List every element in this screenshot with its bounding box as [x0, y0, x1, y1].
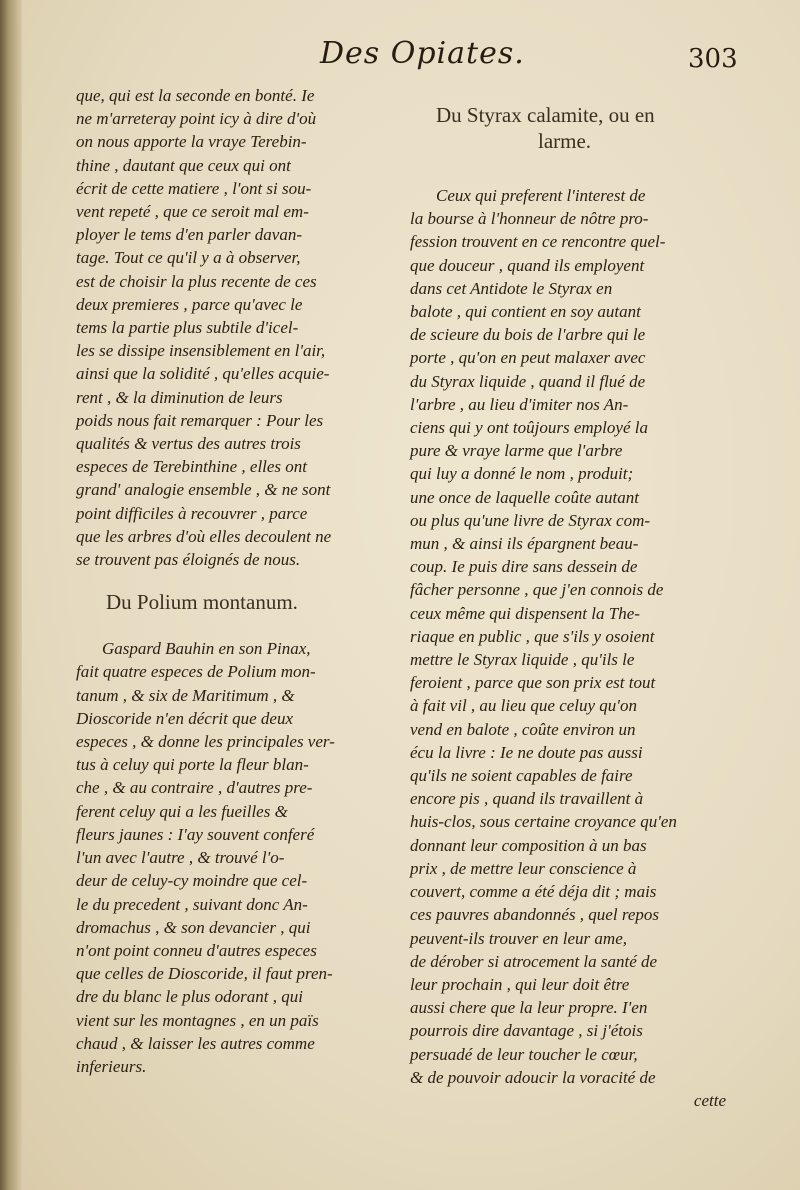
text-line: feroient , parce que son prix est tout: [410, 673, 656, 693]
text-line: dre du blanc le plus odorant , qui: [76, 987, 303, 1007]
text-line: mettre le Styrax liquide , qu'ils le: [410, 650, 635, 670]
text-line: que celles de Dioscoride, il faut pren-: [76, 964, 333, 984]
text-line: Ceux qui preferent l'interest de: [436, 186, 646, 205]
text-line: rent , & la diminution de leurs: [76, 387, 283, 407]
text-line: que, qui est la seconde en bonté. Ie: [76, 86, 315, 105]
text-line: prix , de mettre leur conscience à: [410, 858, 637, 878]
text-line: inferieurs.: [76, 1056, 147, 1076]
text-line: thine , dautant que ceux qui ont: [76, 155, 291, 175]
text-line: les se dissipe insensiblement en l'air,: [76, 341, 326, 361]
text-line: à fait vil , au lieu que celuy qu'on: [410, 696, 637, 716]
section-heading-styrax-line1: Du Styrax calamite, ou en: [436, 103, 655, 127]
text-line: vient sur les montagnes , en un païs: [76, 1010, 319, 1030]
running-head: Des Opiates.: [320, 36, 525, 71]
text-line: porte , qu'on en peut malaxer avec: [410, 348, 646, 368]
text-line: aussi chere que la leur propre. I'en: [410, 998, 648, 1018]
text-line: tems la partie plus subtile d'icel-: [76, 318, 299, 338]
text-line: pure & vraye larme que l'arbre: [410, 441, 623, 461]
text-line: vent repeté , que ce seroit mal em-: [76, 202, 309, 222]
text-line: écrit de cette matiere , l'ont si sou-: [76, 178, 312, 198]
text-line: & de pouvoir adoucir la voracité de: [410, 1067, 656, 1087]
section-heading-styrax-line2: larme.: [538, 129, 592, 153]
text-line: coup. Ie puis dire sans dessein de: [410, 557, 638, 577]
text-line: ciens qui y ont toûjours employé la: [410, 418, 648, 438]
text-line: n'ont point conneu d'autres especes: [76, 940, 317, 960]
text-line: la bourse à l'honneur de nôtre pro-: [410, 209, 649, 229]
text-line: le du precedent , suivant donc An-: [76, 894, 308, 914]
text-line: peuvent-ils trouver en leur ame,: [410, 928, 627, 948]
catchword: cette: [693, 1090, 726, 1110]
text-line: fession trouvent en ce rencontre quel-: [410, 232, 666, 252]
text-line: grand' analogie ensemble , & ne sont: [76, 480, 331, 500]
text-line: que les arbres d'où elles decoulent ne: [76, 526, 332, 546]
text-line: donnant leur composition à un bas: [410, 835, 647, 855]
text-line: ceux même qui dispensent la The-: [410, 603, 640, 623]
text-line: Gaspard Bauhin en son Pinax,: [102, 639, 311, 659]
text-line: especes de Terebinthine , elles ont: [76, 457, 308, 477]
text-line: huis-clos, sous certaine croyance qu'en: [410, 812, 677, 832]
text-line: se trouvent pas éloignés de nous.: [76, 550, 301, 570]
section-heading-polium: Du Polium montanum.: [106, 590, 298, 615]
text-line: qui luy a donné le nom , produit;: [410, 464, 634, 484]
text-line: on nous apporte la vraye Terebin-: [76, 132, 307, 152]
text-line: poids nous fait remarquer : Pour les: [76, 410, 324, 430]
text-line: ainsi que la solidité , qu'elles acquie-: [76, 364, 330, 384]
left-column-text-bottom: [76, 637, 376, 1078]
text-line: tage. Tout ce qu'il y a à observer,: [76, 248, 301, 268]
left-column: [76, 84, 376, 1078]
text-line: ferent celuy qui a les fueilles &: [76, 801, 288, 821]
text-line: persuadé de leur toucher le cœur,: [410, 1044, 638, 1064]
text-line: dromachus , & son devancier , qui: [76, 917, 311, 937]
text-line: est de choisir la plus recente de ces: [76, 271, 317, 291]
text-line: leur prochain , qui leur doit être: [410, 974, 630, 994]
right-column: [410, 102, 740, 1112]
text-line: une once de laquelle coûte autant: [410, 487, 639, 507]
text-line: vend en balote , coûte environ un: [410, 719, 636, 739]
text-line: de scieure du bois de l'arbre qui le: [410, 325, 646, 345]
text-line: fleurs jaunes : I'ay souvent conferé: [76, 824, 315, 844]
page-number: 303: [688, 44, 738, 74]
text-line: de dérober si atrocement la santé de: [410, 951, 658, 971]
left-column-text-top: [76, 84, 376, 571]
text-line: chaud , & laisser les autres comme: [76, 1033, 315, 1053]
text-line: fait quatre especes de Polium mon-: [76, 662, 316, 682]
text-line: écu la livre : Ie ne doute pas aussi: [410, 742, 643, 762]
text-line: Dioscoride n'en décrit que deux: [76, 708, 294, 728]
text-line: que douceur , quand ils employent: [410, 255, 645, 275]
text-line: l'arbre , au lieu d'imiter nos An-: [410, 394, 629, 414]
text-line: ou plus qu'une livre de Styrax com-: [410, 510, 651, 530]
text-line: deur de celuy-cy moindre que cel-: [76, 871, 308, 891]
text-line: pourrois dire davantage , si j'étois: [410, 1021, 643, 1041]
right-column-text: [410, 184, 740, 1112]
text-line: qu'ils ne soient capables de faire: [410, 766, 633, 786]
text-line: che , & au contraire , d'autres pre-: [76, 778, 313, 798]
text-line: point difficiles à recouvrer , parce: [76, 503, 308, 523]
text-line: fâcher personne , que j'en connois de: [410, 580, 664, 600]
text-line: tus à celuy qui porte la fleur blan-: [76, 755, 309, 775]
text-line: dans cet Antidote le Styrax en: [410, 278, 613, 298]
text-line: ployer le tems d'en parler davan-: [76, 225, 302, 245]
text-line: ne m'arreteray point icy à dire d'où: [76, 109, 317, 129]
text-line: mun , & ainsi ils épargnent beau-: [410, 534, 639, 554]
text-line: deux premieres , parce qu'avec le: [76, 294, 303, 314]
text-line: du Styrax liquide , quand il flué de: [410, 371, 646, 391]
text-line: couvert, comme a été déja dit ; mais: [410, 882, 657, 902]
text-line: especes , & donne les principales ver-: [76, 732, 335, 752]
text-line: l'un avec l'autre , & trouvé l'o-: [76, 848, 285, 868]
text-line: tanum , & six de Maritimum , &: [76, 685, 295, 705]
text-line: encore pis , quand ils travaillent à: [410, 789, 644, 809]
text-line: ces pauvres abandonnés , quel repos: [410, 905, 659, 925]
text-line: riaque en public , que s'ils y osoient: [410, 626, 655, 646]
text-line: qualités & vertus des autres trois: [76, 434, 301, 454]
book-spine-shadow: [0, 0, 22, 1190]
text-line: balote , qui contient en soy autant: [410, 302, 641, 322]
